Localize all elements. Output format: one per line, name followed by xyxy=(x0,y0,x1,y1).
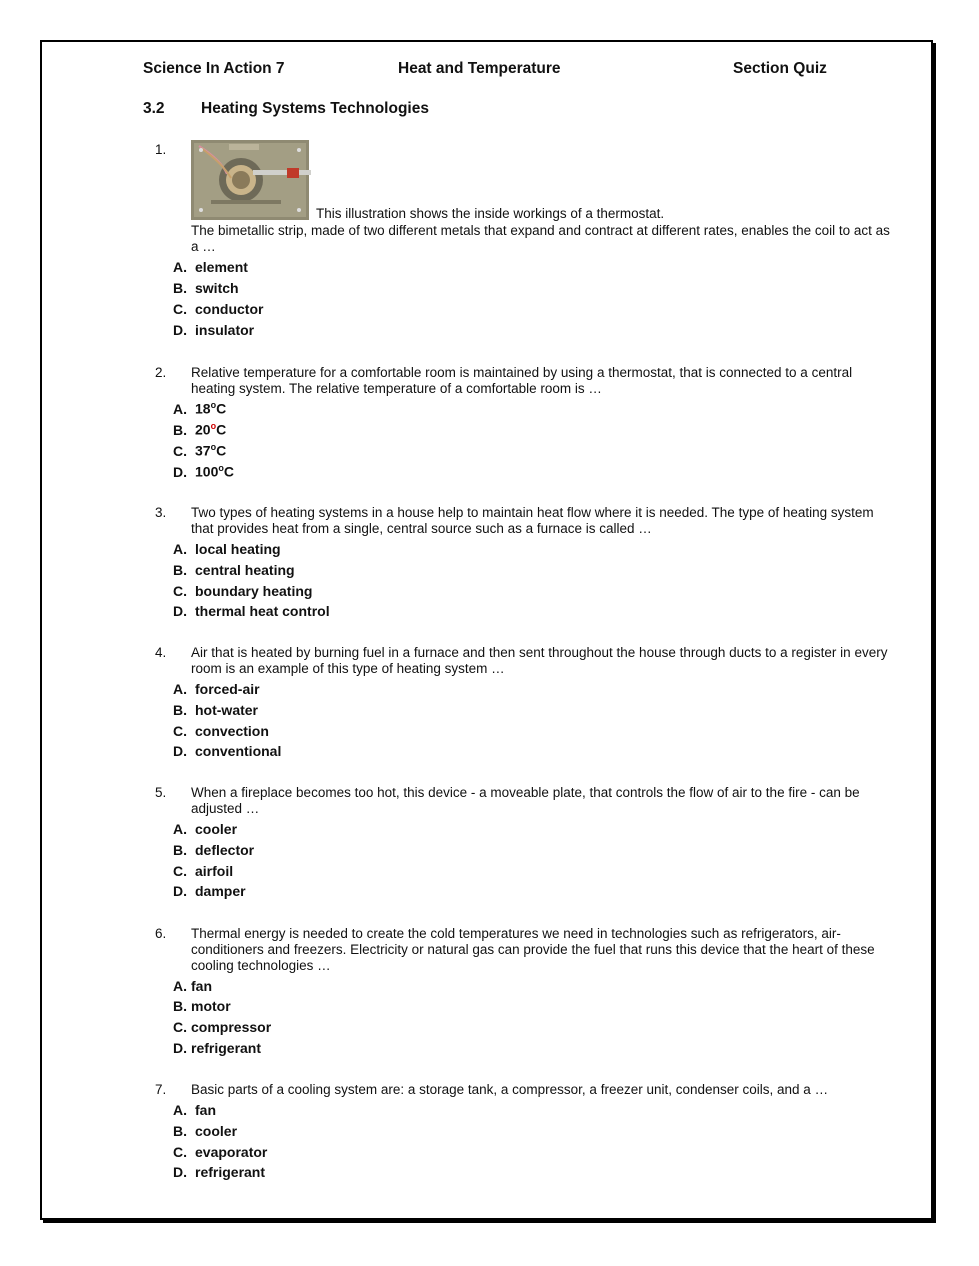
question-number: 7. xyxy=(155,1082,167,1097)
option-a[interactable]: A. forced-air xyxy=(173,681,260,697)
option-a[interactable]: A. local heating xyxy=(173,541,281,557)
quiz-type: Section Quiz xyxy=(733,60,827,77)
question-number: 2. xyxy=(155,365,167,380)
option-d[interactable]: D. 100$^o$C xyxy=(173,463,234,480)
image-caption: This illustration shows the inside workings of a thermostat. xyxy=(316,206,665,221)
option-b[interactable]: B. switch xyxy=(173,280,239,296)
course-title: Science In Action 7 xyxy=(143,60,285,77)
option-c[interactable]: C. conductor xyxy=(173,301,264,317)
option-a[interactable]: A. fan xyxy=(173,978,212,994)
question-text: Thermal energy is needed to create the cold temperatures we need in technologies such as refrigerators, air-conditioners and freezers. Electricity or natural gas can provide the fuel that runs this device that the heart of these cooling technologies … xyxy=(191,926,875,973)
option-d[interactable]: D. refrigerant xyxy=(173,1164,266,1180)
option-c[interactable]: C. compressor xyxy=(173,1019,272,1035)
option-d[interactable]: D. thermal heat control xyxy=(173,603,330,619)
question-text: When a fireplace becomes too hot, this device - a moveable plate, that controls the flow of air to the fire - can be adjusted … xyxy=(191,785,860,816)
option-a[interactable]: A. 18$^o$C xyxy=(173,400,227,417)
question-text: Basic parts of a cooling system are: a storage tank, a compressor, a freezer unit, condenser coils, and a … xyxy=(191,1082,829,1097)
question-text: Relative temperature for a comfortable room is maintained by using a thermostat, that is connected to a central heating system. The relative temperature of a comfortable room is … xyxy=(191,365,853,396)
option-b[interactable]: B. central heating xyxy=(173,562,295,578)
option-b[interactable]: B. deflector xyxy=(173,842,255,858)
option-d[interactable]: D. insulator xyxy=(173,322,255,338)
question-number: 5. xyxy=(155,785,167,800)
option-c[interactable]: C. airfoil xyxy=(173,863,234,879)
option-d[interactable]: D. refrigerant xyxy=(173,1040,262,1056)
section-heading xyxy=(143,100,429,118)
option-c[interactable]: C. 37$^o$C xyxy=(173,442,227,459)
option-a[interactable]: A. fan xyxy=(173,1102,216,1118)
option-d[interactable]: D. damper xyxy=(173,883,246,899)
option-a[interactable]: A. cooler xyxy=(173,821,238,837)
question-text: The bimetallic strip, made of two different metals that expand and contract at different rates, enables the coil to act as a … xyxy=(191,223,890,254)
option-c[interactable]: C. convection xyxy=(173,723,269,739)
question-text: Two types of heating systems in a house help to maintain heat flow where it is needed. The type of heating system that provides heat from a single, central source such as a furnace is called … xyxy=(191,505,874,536)
question-number: 3. xyxy=(155,505,167,520)
section-number: 3.2 xyxy=(143,100,165,117)
thermostat-image xyxy=(191,140,315,220)
question-number: 1. xyxy=(155,142,167,157)
question-text: Air that is heated by burning fuel in a furnace and then sent throughout the house through ducts to a register in every room is an example of this type of heating system … xyxy=(191,645,888,676)
option-b[interactable]: B. motor xyxy=(173,998,231,1014)
option-d[interactable]: D. conventional xyxy=(173,743,282,759)
option-b[interactable]: B. cooler xyxy=(173,1123,238,1139)
section-title: Heating Systems Technologies xyxy=(201,100,429,117)
option-b[interactable]: B. 20$^o$C xyxy=(173,421,227,438)
option-c[interactable]: C. evaporator xyxy=(173,1144,268,1160)
option-a[interactable]: A. element xyxy=(173,259,248,275)
option-b[interactable]: B. hot-water xyxy=(173,702,258,718)
unit-title: Heat and Temperature xyxy=(398,60,561,77)
question-number: 6. xyxy=(155,926,167,941)
question-number: 4. xyxy=(155,645,167,660)
option-c[interactable]: C. boundary heating xyxy=(173,583,313,599)
